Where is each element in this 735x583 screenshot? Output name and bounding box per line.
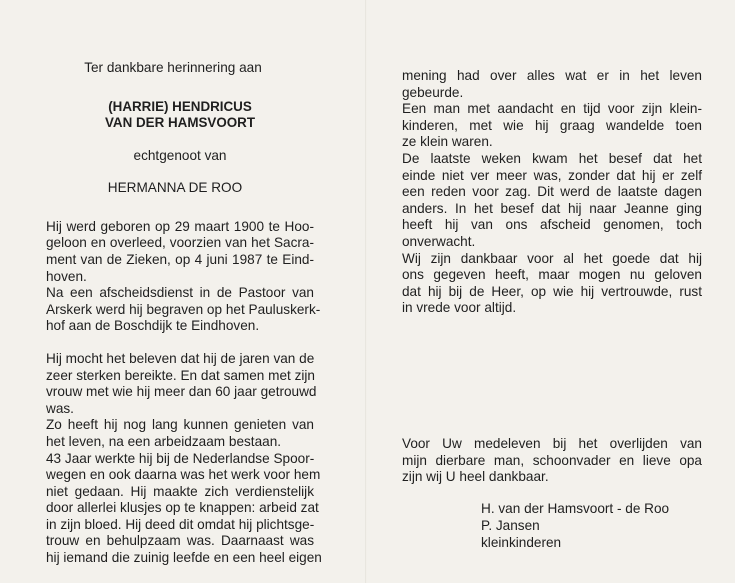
signer-name: P. Jansen — [481, 518, 540, 533]
thanks-paragraph — [402, 436, 702, 486]
paragraph-opinion — [402, 68, 702, 101]
paragraph-life — [46, 417, 314, 450]
text-line: Wij zijn dankbaar voor al het goede dat hij — [402, 250, 702, 266]
text-line: Hij mocht het beleven dat hij de jaren van de — [46, 350, 315, 366]
text-line: was. — [46, 400, 74, 416]
text-line: in zijn bloed. Hij deed dit omdat hij plichtsge- — [46, 516, 315, 532]
text-line: vrouw met wie hij meer dan 60 jaar getrouwd — [46, 384, 317, 400]
text-line: trouw en behulpzaam was. Daarnaast was — [46, 533, 314, 549]
text-line: mijn dierbare man, schoonvader en lieve opa — [402, 452, 702, 468]
signer-name: H. van der Hamsvoort - de Roo — [481, 501, 670, 516]
text-line: niet gedaan. Hij maakte zich verdienstelijk — [46, 483, 314, 499]
text-line: Voor Uw medeleven bij het overlijden van — [402, 436, 702, 451]
text-line: onverwacht. — [402, 233, 476, 249]
text-line: Zo heeft hij nog lang kunnen genieten van — [46, 417, 314, 433]
spouse-name: HERMANNA DE ROO — [107, 180, 243, 196]
text-line: het leven, na een arbeidzaam bestaan. — [46, 433, 282, 449]
card-fold — [365, 0, 367, 583]
deceased-name-line2: VAN DER HAMSVOORT — [104, 115, 256, 131]
text-line: Hij werd geboren op 29 maart 1900 te Hoo- — [46, 218, 314, 234]
paragraph-gratitude — [402, 251, 702, 317]
text-line: Arskerk werd hij begraven op het Pauluskerk- — [46, 301, 321, 317]
text-line: kinderen, met wie hij graag wandelde toen — [402, 117, 702, 133]
relation-text: echtgenoot van — [133, 147, 227, 163]
text-line: een reden voor zag. Dit werd de laatste dagen — [402, 184, 702, 200]
left-column — [46, 60, 322, 567]
text-line: zijn wij U heel dankbaar. — [402, 469, 549, 485]
text-line: hij iemand die zuinig leefde en een heel eigen — [46, 550, 322, 566]
text-line: geloon en overleed, voorzien van het Sacra- — [46, 235, 314, 251]
text-line: door allerlei klusjes op te knappen: arbeid zat — [46, 500, 319, 516]
text-line: heeft hij van ons afscheid genomen, toch — [402, 217, 702, 233]
text-line: De laatste weken kwam het besef dat het — [402, 150, 702, 166]
text-line: Na een afscheidsdienst in de Pastoor van — [46, 285, 314, 301]
deceased-name-line1: (HARRIE) HENDRICUS — [108, 98, 252, 114]
text-line: ons gegeven heeft, maar mogen nu geloven — [402, 267, 702, 283]
paragraph-marriage — [46, 350, 317, 417]
text-line: hof aan de Boschdijk te Eindhoven. — [46, 318, 260, 334]
signatories — [481, 500, 711, 551]
paragraph-funeral — [46, 285, 321, 335]
text-line: in vrede voor altijd. — [402, 300, 517, 316]
text-line: wegen en ook daarna was het werk voor hem — [46, 467, 321, 483]
paragraph-birth — [46, 219, 314, 285]
text-line: Een man met aandacht en tijd voor zijn klein- — [402, 101, 702, 117]
right-column — [402, 68, 702, 317]
text-line: hoven. — [46, 268, 87, 284]
signer-group: kleinkinderen — [481, 535, 562, 550]
text-line: 43 Jaar werkte hij bij de Nederlandse Spoor- — [46, 450, 315, 466]
paragraph-last-weeks — [402, 151, 702, 251]
text-line: gebeurde. — [402, 84, 464, 100]
text-line: dat hij bij de Heer, op wie hij vertrouwde, rust — [402, 283, 702, 299]
text-line: einde niet ver meer was, zonder dat hij er zelf — [402, 167, 702, 183]
text-line: ment van de Zieken, op 4 juni 1987 te Eind- — [46, 251, 314, 267]
text-line: ze klein waren. — [402, 134, 493, 150]
text-line: zeer sterken bereikte. En dat samen met zijn — [46, 367, 315, 383]
paragraph-grandchildren — [402, 101, 702, 151]
intro-text: Ter dankbare herinnering aan — [84, 60, 262, 75]
paragraph-work — [46, 450, 322, 567]
text-line: mening had over alles wat er in het leven — [402, 68, 702, 83]
text-line: anders. In het besef dat hij naar Jeanne ging — [402, 200, 702, 216]
